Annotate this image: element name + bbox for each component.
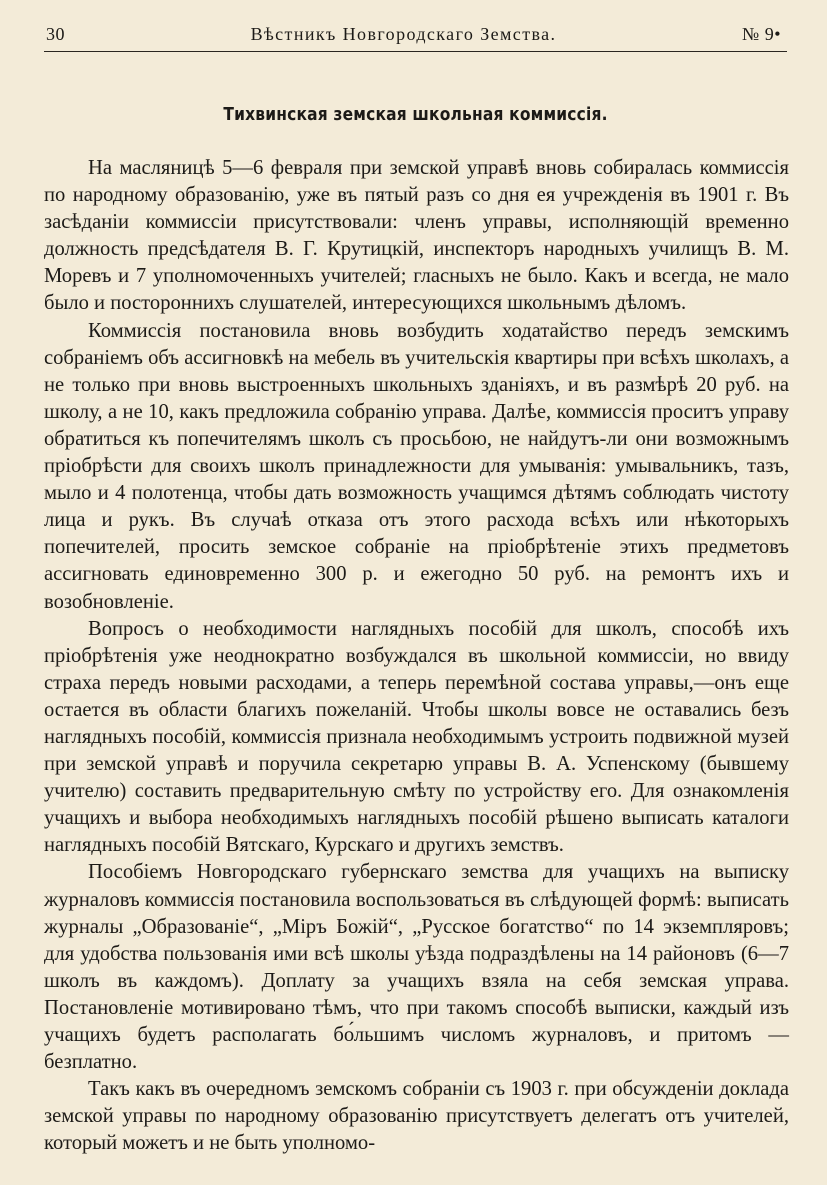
issue-number: № 9• (742, 24, 781, 44)
paragraph: Коммиссія постановила вновь возбудить ходатайство передъ земскимъ собраніемъ объ ассигновкѣ на мебель въ учительскія квартиры при всѣхъ школахъ, а не только при вновь выстроенныхъ школьныхъ зданіяхъ, и въ размѣрѣ 20 руб. на школу, а не 10, какъ предложила собранію управа. Далѣе, коммиссія проситъ управу обратиться къ попечителямъ школъ съ просьбою, не найдутъ-ли они возможнымъ пріобрѣсти для своихъ школъ принадлежности для умыванія: умывальникъ, тазъ, мыло и 4 полотенца, чтобы дать возможность учащимся дѣтямъ соблюдать чистоту лица и рукъ. Въ случаѣ отказа отъ этого расхода всѣхъ или нѣкоторыхъ попечителей, просить земское собраніе на пріобрѣтеніе этихъ предметовъ ассигновать единовременно 300 р. и ежегодно 50 руб. на ремонтъ ихъ и возобновленіе. (44, 319, 789, 613)
page-number: 30 (46, 24, 65, 44)
journal-title: Вѣстникъ Новгородскаго Земства. (250, 24, 557, 44)
article-title: Тихвинская земская школьная коммиссія. (223, 104, 608, 125)
running-header (44, 24, 787, 45)
paragraph: Пособіемъ Новгородскаго губернскаго земства для учащихъ на выписку журналовъ коммиссія постановила воспользоваться въ слѣдующей формѣ: выписать журналы „Образованіе“, „Міръ Божій“, „Русское богатство“ по 14 экземпляровъ; для удобства пользованія ими всѣ школы уѣзда подраздѣлены на 14 районовъ (6—7 школъ въ каждомъ). Доплату за учащихъ взяла на себя земская управа. Постановленіе мотивировано тѣмъ, что при такомъ способѣ выписки, каждый изъ учащихъ будетъ располагать бо́льшимъ числомъ журналовъ, и притомъ — безплатно. (44, 861, 789, 1074)
paragraph: На масляницѣ 5—6 февраля при земской управѣ вновь собиралась коммиссія по народному образованію, уже въ пятый разъ со дня ея учрежденія въ 1901 г. Въ засѣданіи коммиссіи присутствовали: членъ управы, исполняющій временно должность предсѣдателя В. Г. Крутицкій, инспекторъ народныхъ училищъ В. М. Моревъ и 7 уполномоченныхъ учителей; гласныхъ не было. Какъ и всегда, не мало было и постороннихъ слушателей, интересующихся школьнымъ дѣломъ. (44, 157, 789, 315)
header-rule (44, 51, 787, 52)
article-body (44, 155, 789, 1157)
paragraph: Вопросъ о необходимости наглядныхъ пособій для школъ, способѣ ихъ пріобрѣтенія уже неоднократно возбуждался въ школьной коммиссіи, но ввиду страха передъ новыми расходами, а теперь перемѣной состава управы,—онъ еще остается въ области благихъ пожеланій. Чтобы школы вовсе не оставались безъ наглядныхъ пособій, коммиссія признала необходимымъ устроить подвижной музей при земской управѣ и поручила секретарю управы В. А. Успенскому (бывшему учителю) составить предварительную смѣту по устройству его. Для ознакомленія учащихъ и выбора необходимыхъ наглядныхъ пособій рѣшено выписать каталоги наглядныхъ пособій Вятскаго, Курскаго и другихъ земствъ. (44, 617, 789, 857)
paragraph: Такъ какъ въ очередномъ земскомъ собраніи съ 1903 г. при обсужденіи доклада земской управы по народному образованію присутствуетъ делегатъ отъ учителей, который можетъ и не быть уполномо- (44, 1078, 789, 1155)
